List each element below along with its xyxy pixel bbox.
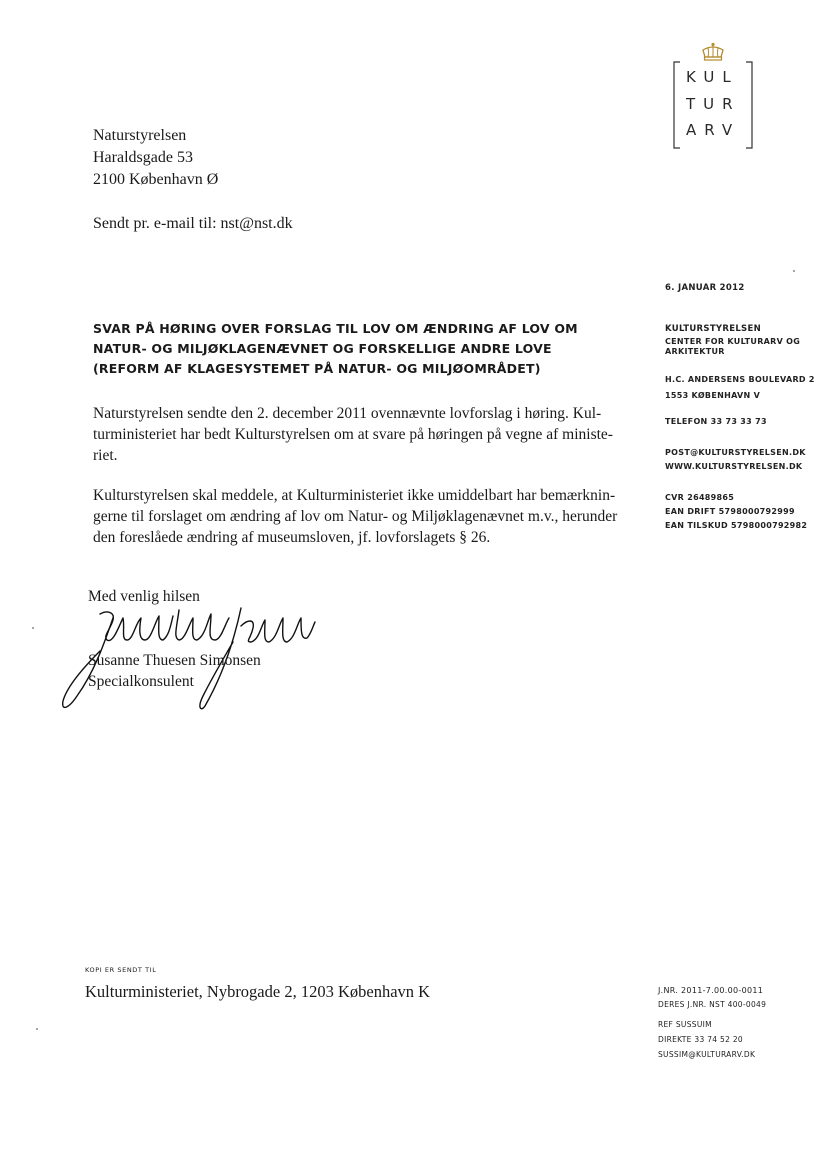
logo-text-kul: KUL xyxy=(686,68,739,86)
contact-email: SUSSIM@KULTURARV.DK xyxy=(658,1050,756,1059)
signatory-title: Specialkonsulent xyxy=(88,673,194,690)
org-website: WWW.KULTURSTYRELSEN.DK xyxy=(665,462,803,471)
org-ean-drift: EAN DRIFT 5798000792999 xyxy=(665,507,795,516)
paragraph-1-line-1: Naturstyrelsen sendte den 2. december 2011 ovennævnte lovforslag i høring. Kul- xyxy=(93,405,602,422)
kulturarv-logo xyxy=(672,40,754,152)
their-journal-number: DERES J.NR. NST 400-0049 xyxy=(658,1000,767,1009)
letter-subject xyxy=(93,319,613,379)
reference: REF SUSSUIM xyxy=(658,1020,712,1029)
org-subtitle-2: ARKITEKTUR xyxy=(665,347,725,356)
closing-text: Med venlig hilsen xyxy=(88,588,200,605)
recipient-street: Haraldsgade 53 xyxy=(93,149,193,166)
paragraph-1-line-2: turministeriet har bedt Kulturstyrelsen om at svare på høringen på vegne af ministe- xyxy=(93,426,613,443)
org-phone: TELEFON 33 73 33 73 xyxy=(665,417,767,426)
paragraph-1-line-3: riet. xyxy=(93,447,118,464)
scan-speck xyxy=(36,1028,38,1030)
signatory-name: Susanne Thuesen Simonsen xyxy=(88,652,261,669)
copy-sent-recipient: Kulturministeriet, Nybrogade 2, 1203 København K xyxy=(85,982,431,1001)
subject-line-3: (REFORM AF KLAGESYSTEMET PÅ NATUR- OG MILJØOMRÅDET) xyxy=(93,361,541,376)
paragraph-2-line-2: gerne til forslaget om ændring af lov om Natur- og Miljøklagenævnet m.v., herunder xyxy=(93,508,618,525)
copy-sent-label: KOPI ER SENDT TIL xyxy=(85,966,157,974)
scan-speck xyxy=(793,270,795,272)
org-name: KULTURSTYRELSEN xyxy=(665,324,761,334)
recipient-name: Naturstyrelsen xyxy=(93,127,187,144)
org-address-2: 1553 KØBENHAVN V xyxy=(665,391,761,400)
org-subtitle-1: CENTER FOR KULTURARV OG xyxy=(665,337,801,346)
paragraph-2-line-1: Kulturstyrelsen skal meddele, at Kulturministeriet ikke umiddelbart har bemærknin- xyxy=(93,487,616,504)
body-paragraph-1 xyxy=(93,403,638,466)
recipient-city: 2100 København Ø xyxy=(93,171,219,188)
org-cvr: CVR 26489865 xyxy=(665,493,735,502)
letter-date: 6. JANUAR 2012 xyxy=(665,283,745,293)
paragraph-2-line-3: den foreslåede ændring af museumsloven, jf. lovforslagets § 26. xyxy=(93,529,491,546)
subject-line-2: NATUR- OG MILJØKLAGENÆVNET OG FORSKELLIGE ANDRE LOVE xyxy=(93,341,552,356)
crown-icon xyxy=(700,42,726,62)
org-email: POST@KULTURSTYRELSEN.DK xyxy=(665,448,806,457)
org-ean-tilskud: EAN TILSKUD 5798000792982 xyxy=(665,521,808,530)
logo-text-arv: ARV xyxy=(686,121,741,139)
recipient-email-line: Sendt pr. e-mail til: nst@nst.dk xyxy=(93,215,293,232)
direct-phone: DIREKTE 33 74 52 20 xyxy=(658,1035,744,1044)
logo-text-tur: TUR xyxy=(686,95,741,113)
scan-speck xyxy=(32,627,34,629)
subject-line-1: SVAR PÅ HØRING OVER FORSLAG TIL LOV OM ÆNDRING AF LOV OM xyxy=(93,321,578,336)
journal-number: J.NR. 2011-7.00.00-0011 xyxy=(658,986,764,995)
org-address-1: H.C. ANDERSENS BOULEVARD 2 xyxy=(665,375,815,384)
body-paragraph-2 xyxy=(93,485,638,548)
